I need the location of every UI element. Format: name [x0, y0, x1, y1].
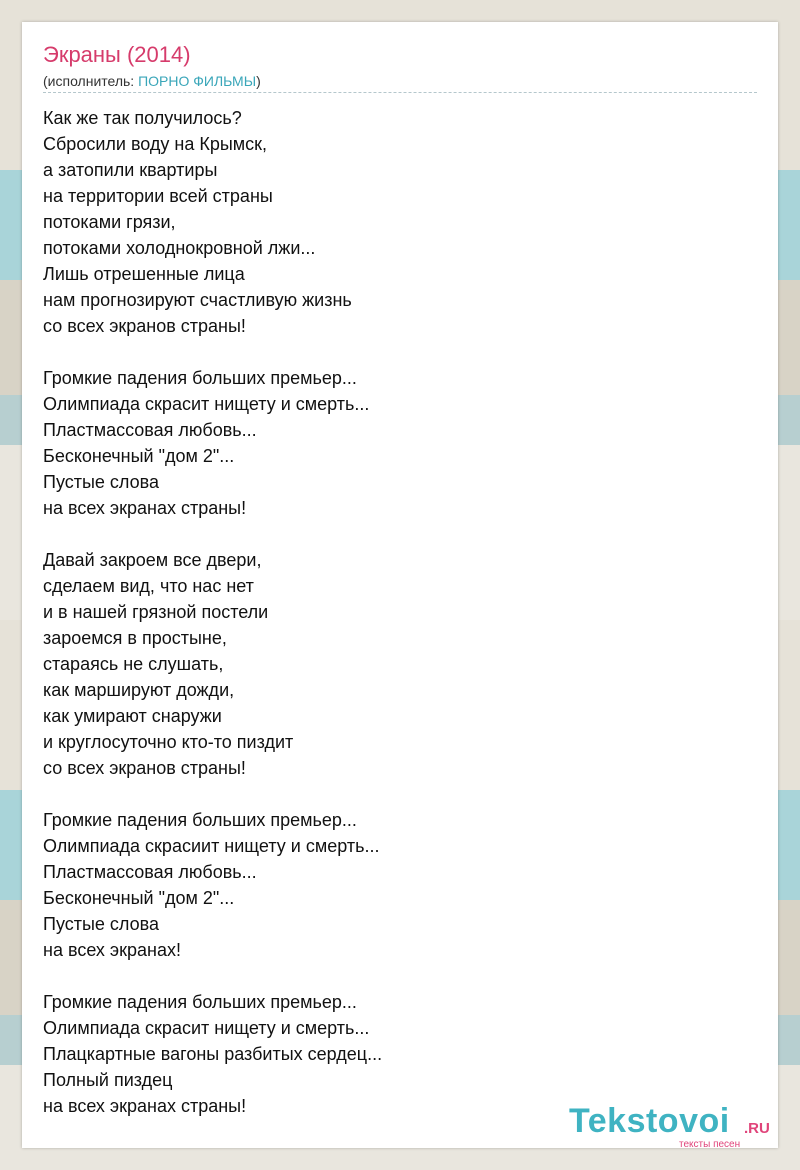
logo-tld: .RU	[744, 1120, 770, 1137]
lyrics-line: Сбросили воду на Крымск,	[43, 134, 268, 154]
lyrics-stanza	[43, 989, 763, 1119]
lyrics-line: Олимпиада скрасит нищету и смерть...	[43, 1018, 370, 1038]
logo-wordmark: Tekstovoi	[569, 1102, 730, 1140]
lyrics-line: сделаем вид, что нас нет	[43, 576, 254, 596]
lyrics-line: и в нашей грязной постели	[43, 602, 269, 622]
artist-suffix: )	[256, 73, 261, 89]
lyrics-stanza	[43, 365, 763, 521]
lyrics-line: Как же так получилось?	[43, 108, 242, 128]
artist-line	[43, 73, 261, 89]
lyrics-line: со всех экранов страны!	[43, 758, 246, 778]
lyrics-line: Громкие падения больших премьер...	[43, 810, 357, 830]
lyrics-line: Пустые слова	[43, 472, 160, 492]
lyrics-line: со всех экранов страны!	[43, 316, 246, 336]
lyrics-stanza	[43, 807, 763, 963]
lyrics-line: Пустые слова	[43, 914, 160, 934]
lyrics-sheet	[22, 22, 778, 1148]
lyrics-line: Пластмассовая любовь...	[43, 420, 257, 440]
lyrics-line: как умирают снаружи	[43, 706, 222, 726]
artist-link[interactable]: ПОРНО ФИЛЬМЫ	[138, 73, 257, 89]
lyrics-line: а затопили квартиры	[43, 160, 218, 180]
lyrics-stanza	[43, 547, 763, 781]
lyrics-line: как маршируют дожди,	[43, 680, 235, 700]
lyrics-line: Давай закроем все двери,	[43, 550, 262, 570]
lyrics-line: Громкие падения больших премьер...	[43, 368, 357, 388]
lyrics-line: на всех экранах страны!	[43, 498, 247, 518]
lyrics-line: Лишь отрешенные лица	[43, 264, 245, 284]
lyrics-line: на территории всей страны	[43, 186, 273, 206]
lyrics-line: потоками холоднокровной лжи...	[43, 238, 316, 258]
lyrics-line: на всех экранах!	[43, 940, 181, 960]
lyrics-line: Пластмассовая любовь...	[43, 862, 257, 882]
lyrics-line: Громкие падения больших премьер...	[43, 992, 357, 1012]
artist-prefix: (исполнитель:	[43, 73, 139, 89]
site-logo[interactable]	[569, 1102, 779, 1148]
lyrics-line: зароемся в простыне,	[43, 628, 227, 648]
lyrics-line: Плацкартные вагоны разбитых сердец...	[43, 1044, 383, 1064]
header-divider	[43, 92, 757, 93]
song-title: Экраны (2014)	[43, 42, 191, 67]
logo-tagline: тексты песен	[679, 1139, 741, 1150]
lyrics-body	[43, 105, 763, 1145]
lyrics-line: стараясь не слушать,	[43, 654, 224, 674]
lyrics-stanza	[43, 105, 763, 339]
lyrics-line: на всех экранах страны!	[43, 1096, 247, 1116]
lyrics-line: Бесконечный "дом 2"...	[43, 888, 235, 908]
lyrics-line: Полный пиздец	[43, 1070, 173, 1090]
lyrics-line: Олимпиада скрасит нищету и смерть...	[43, 394, 370, 414]
lyrics-line: Олимпиада скрасиит нищету и смерть...	[43, 836, 380, 856]
lyrics-line: Бесконечный "дом 2"...	[43, 446, 235, 466]
lyrics-line: и круглосуточно кто-то пиздит	[43, 732, 294, 752]
lyrics-line: потоками грязи,	[43, 212, 176, 232]
lyrics-line: нам прогнозируют счастливую жизнь	[43, 290, 352, 310]
